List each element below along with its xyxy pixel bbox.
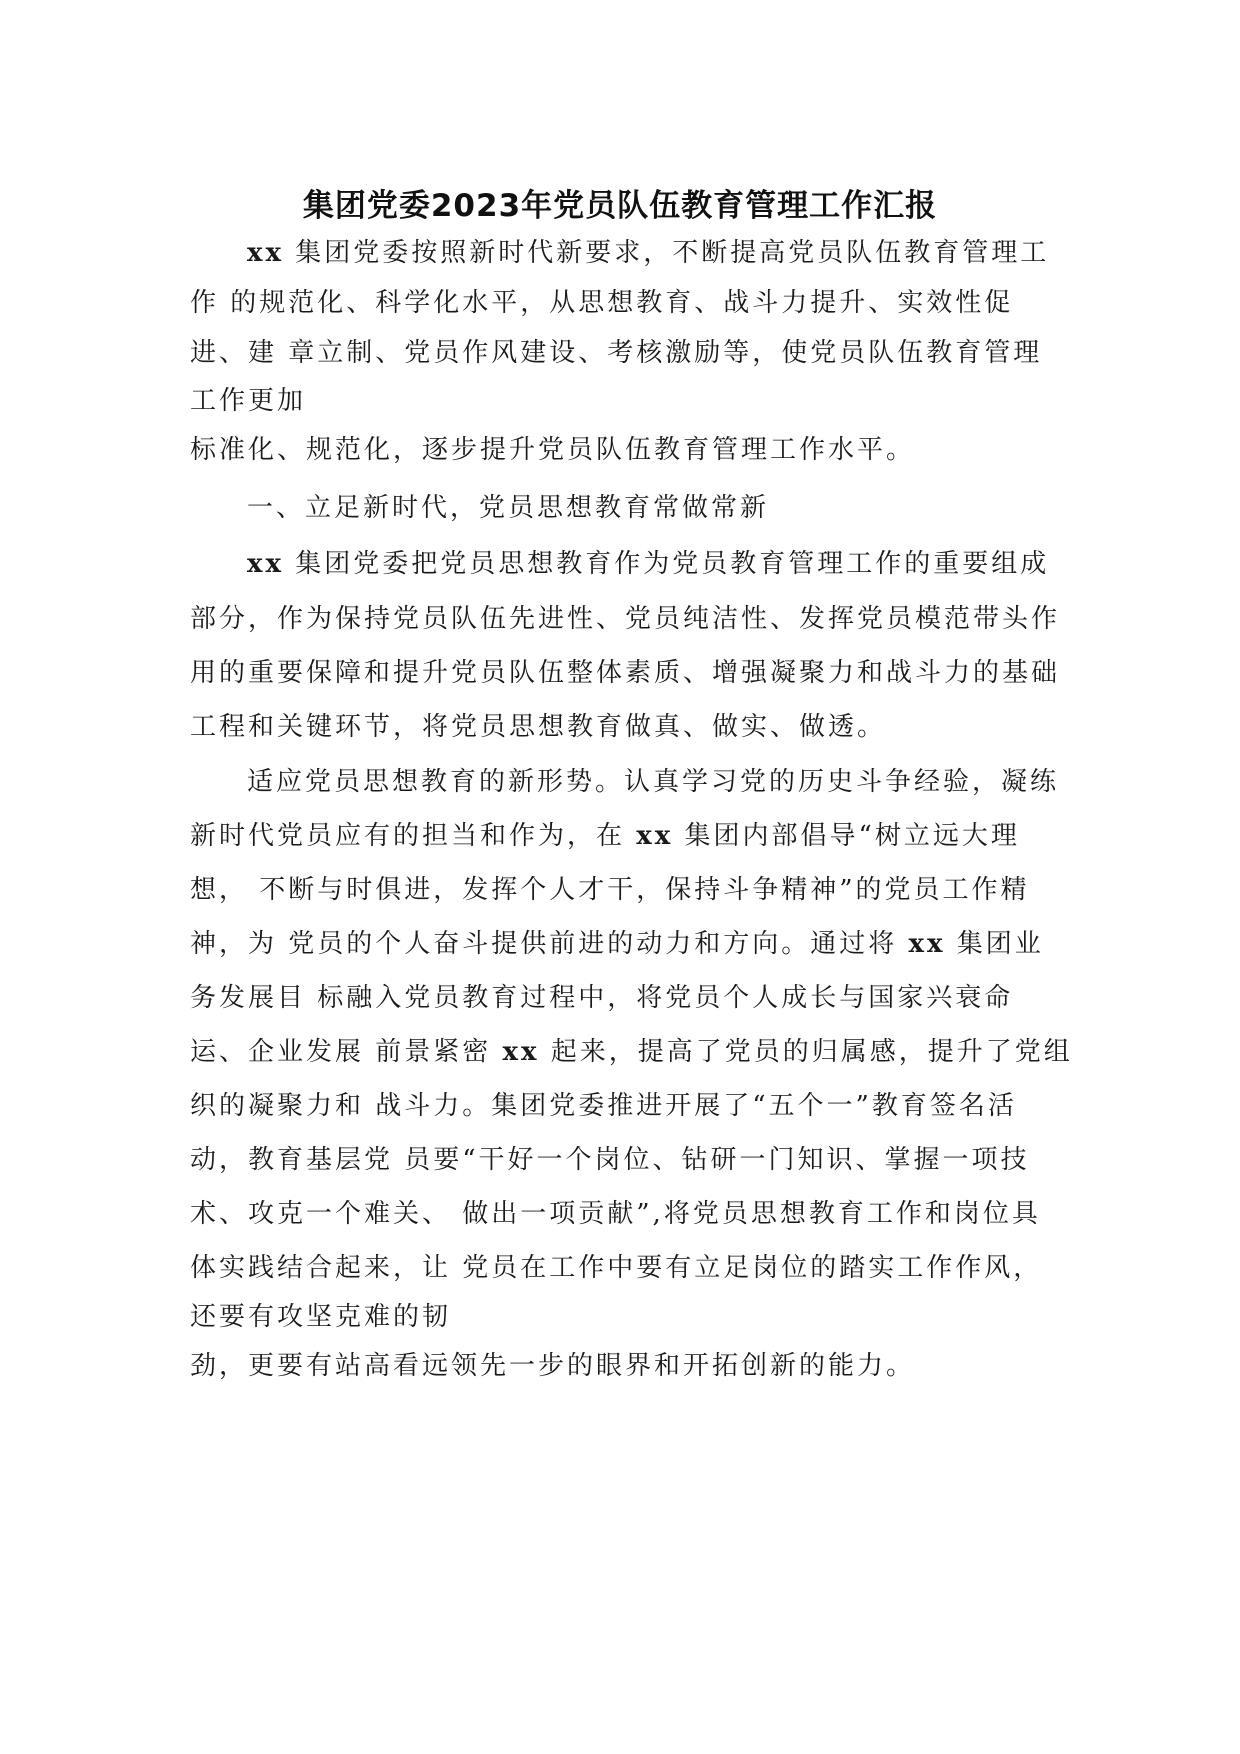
paragraph-line: 术、攻克一个难关、 做出一项贡献”,将党员思想教育工作和岗位具	[190, 1199, 1041, 1229]
paragraph-line: 作 的规范化、科学化水平，从思想教育、战斗力提升、实效性促	[190, 288, 1014, 318]
paragraph-line: xx 集团党委把党员思想教育作为党员教育管理工作的重要组成	[247, 549, 1050, 579]
paragraph-line: 体实践结合起来，让 党员在工作中要有立足岗位的踏实工作作风，	[190, 1253, 1043, 1283]
document-title: 集团党委2023年党员队伍教育管理工作汇报	[302, 188, 938, 224]
paragraph-line: 动，教育基层党 员要“干好一个岗位、钻研一门知识、掌握一项技	[190, 1145, 1030, 1175]
paragraph-line: 务发展目 标融入党员教育过程中，将党员个人成长与国家兴衰命	[190, 983, 1014, 1013]
paragraph-line: 工作更加	[190, 386, 307, 416]
paragraph-line: 织的凝聚力和 战斗力。集团党委推进开展了“五个一”教育签名活	[190, 1091, 1017, 1121]
paragraph-line: 适应党员思想教育的新形势。认真学习党的历史斗争经验，凝练	[247, 767, 1060, 797]
paragraph-line: 神，为 党员的个人奋斗提供前进的动力和方向。通过将 xx 集团业	[190, 929, 1044, 959]
paragraph-line: 用的重要保障和提升党员队伍整体素质、增强凝聚力和战斗力的基础	[190, 658, 1061, 688]
paragraph-line: 还要有攻坚克难的韧	[190, 1302, 452, 1332]
paragraph-line: 部分，作为保持党员队伍先进性、党员纯洁性、发挥党员模范带头作	[190, 604, 1061, 634]
paragraph-line: 标准化、规范化，逐步提升党员队伍教育管理工作水平。	[190, 435, 916, 465]
paragraph-line: xx 集团党委按照新时代新要求，不断提高党员队伍教育管理工	[247, 238, 1050, 268]
paragraph-line: 运、企业发展 前景紧密 xx 起来，提高了党员的归属感，提升了党组	[190, 1037, 1073, 1067]
paragraph-line: 想， 不断与时俱进，发挥个人才干，保持斗争精神”的党员工作精	[190, 875, 1030, 905]
paragraph-line: 新时代党员应有的担当和作为，在 xx 集团内部倡导“树立远大理	[190, 821, 1020, 851]
section-heading: 一、立足新时代，党员思想教育常做常新	[247, 493, 770, 523]
paragraph-line: 进、建 章立制、党员作风建设、考核激励等，使党员队伍教育管理	[190, 338, 1043, 368]
paragraph-line: 工程和关键环节，将党员思想教育做真、做实、做透。	[190, 712, 887, 742]
paragraph-line: 劲，更要有站高看远领先一步的眼界和开拓创新的能力。	[190, 1351, 916, 1381]
